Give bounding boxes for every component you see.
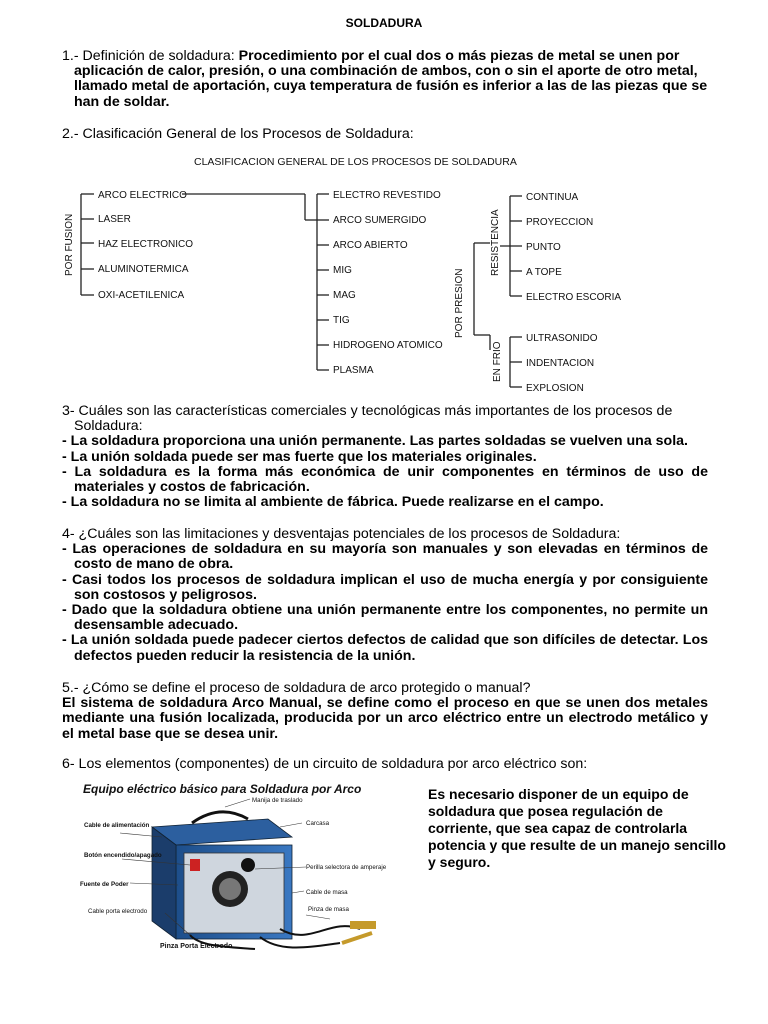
diagram-title: CLASIFICACION GENERAL DE LOS PROCESOS DE SOLDADURA bbox=[194, 156, 517, 168]
section-4-item: - La unión soldada puede padecer ciertos defectos de calidad que son difíciles de detectar. Los defectos pueden reducir la resistencia de la unión. bbox=[62, 632, 708, 664]
resistance-item: PROYECCION bbox=[526, 217, 594, 228]
diagram-cold-label: EN FRIO bbox=[492, 341, 503, 382]
diagram-resistance-label: RESISTENCIA bbox=[490, 209, 501, 276]
label-pinza-masa: Pinza de masa bbox=[308, 906, 349, 913]
section-3 bbox=[62, 404, 708, 510]
resistance-item: A TOPE bbox=[526, 267, 562, 278]
label-boton: Botón encendido/apagado bbox=[84, 852, 162, 859]
label-carcasa: Carcasa bbox=[306, 820, 330, 827]
section-4 bbox=[62, 527, 708, 664]
section-6-heading: 6- Los elementos (componentes) de un circuito de soldadura por arco eléctrico son: bbox=[62, 756, 588, 772]
section-5-definition: El sistema de soldadura Arco Manual, se define como el proceso en que se unen dos metales mediante una fusión localizada, producida por un arco eléctrico entre un electrodo metálico y el metal base que se desea unir. bbox=[62, 695, 708, 742]
section-3-item: - La soldadura es la forma más económica de unir componentes en términos de uso de materiales y costos de fabricación. bbox=[62, 463, 708, 496]
arc-process-item: ARCO ABIERTO bbox=[333, 240, 408, 251]
diagram-fusion-label: POR FUSION bbox=[64, 213, 75, 276]
section-3-item: - La soldadura no se limita al ambiente de fábrica. Puede realizarse en el campo. bbox=[62, 494, 604, 511]
cold-item: INDENTACION bbox=[526, 358, 595, 369]
fusion-item: ALUMINOTERMICA bbox=[98, 264, 189, 275]
figure-title: Equipo eléctrico básico para Soldadura por Arco bbox=[83, 782, 362, 796]
label-perilla: Perilla selectora de amperaje bbox=[306, 864, 387, 871]
label-cable-porta: Cable porta electrodo bbox=[88, 908, 148, 915]
section-5-heading: 5.- ¿Cómo se define el proceso de soldadura de arco protegido o manual? bbox=[62, 680, 531, 696]
label-cable-masa: Cable de masa bbox=[306, 889, 348, 896]
arc-process-item: ARCO SUMERGIDO bbox=[333, 215, 427, 226]
section-4-item: - Casi todos los procesos de soldadura implican el uso de mucha energía y por consiguiente son costosos y peligrosos. bbox=[62, 571, 708, 603]
label-cable-alimentacion: Cable de alimentación bbox=[84, 822, 150, 829]
arc-process-item: TIG bbox=[333, 315, 350, 326]
fusion-item: LASER bbox=[98, 214, 131, 225]
resistance-item: CONTINUA bbox=[526, 192, 579, 203]
section-2-heading: 2.- Clasificación General de los Procesos de Soldadura: bbox=[62, 126, 414, 142]
arc-process-item: HIDROGENO ATOMICO bbox=[333, 340, 443, 351]
label-fuente: Fuente de Poder bbox=[80, 881, 129, 888]
welding-machine-figure bbox=[80, 797, 410, 955]
arc-process-item: MIG bbox=[333, 265, 352, 276]
fusion-item: ARCO ELECTRICO bbox=[98, 190, 187, 201]
resistance-item: ELECTRO ESCORIA bbox=[526, 292, 622, 303]
fusion-item: OXI-ACETILENICA bbox=[98, 290, 185, 301]
label-manija: Manija de traslado bbox=[252, 797, 303, 804]
cold-item: EXPLOSION bbox=[526, 383, 584, 394]
section-1-definition: Procedimiento por el cual dos o más piezas de metal se unen por aplicación de calor, presión, o una combinación de ambos, con o sin el aporte de otro metal, llamado metal de aportación, cuya temperatura de fusión es inferior a las de las piezas que se han de soldar. bbox=[74, 48, 708, 110]
diagram-pressure-label: POR PRESION bbox=[454, 268, 465, 338]
document-title: SOLDADURA bbox=[345, 16, 423, 30]
section-6-side-text: Es necesario disponer de un equipo de soldadura que posea regulación de corriente, que sea capaz de controlarla potencia y que resulte de un manejo sencillo y seguro. bbox=[428, 786, 726, 870]
classification-diagram bbox=[0, 150, 768, 398]
cold-item: ULTRASONIDO bbox=[526, 333, 598, 344]
section-5 bbox=[62, 681, 708, 742]
arc-process-item: PLASMA bbox=[333, 365, 374, 376]
label-pinza-porta: Pinza Porta Electrodo bbox=[160, 943, 233, 950]
arc-process-item: MAG bbox=[333, 290, 356, 301]
section-3-heading: 3- Cuáles son las características comerciales y tecnológicas más importantes de los procesos de Soldadura: bbox=[62, 403, 673, 435]
section-1-prefix: 1.- Definición de soldadura: bbox=[62, 48, 239, 64]
arc-process-item: ELECTRO REVESTIDO bbox=[333, 190, 441, 201]
section-1 bbox=[62, 49, 708, 110]
fusion-item: HAZ ELECTRONICO bbox=[98, 239, 194, 250]
section-4-item: - Las operaciones de soldadura en su mayoría son manuales y son elevadas en términos de costo de mano de obra. bbox=[62, 541, 708, 573]
resistance-item: PUNTO bbox=[526, 242, 561, 253]
section-4-heading: 4- ¿Cuáles son las limitaciones y desventajas potenciales de los procesos de Soldadura: bbox=[62, 526, 621, 542]
section-4-item: - Dado que la soldadura obtiene una unión permanente entre los componentes, no permite un desensamble adecuado. bbox=[62, 602, 708, 634]
section-3-item: - La soldadura proporciona una unión permanente. Las partes soldadas se vuelven una sola. bbox=[62, 433, 688, 450]
section-3-item: - La unión soldada puede ser mas fuerte que los materiales originales. bbox=[62, 448, 537, 465]
